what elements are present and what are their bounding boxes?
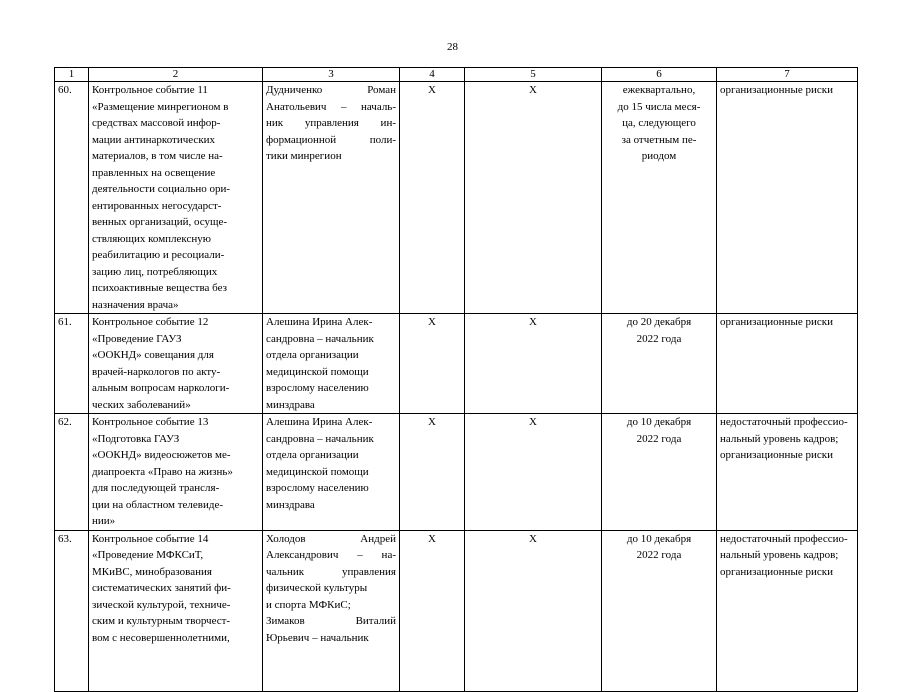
event-line: для последующей трансля-: [92, 482, 220, 494]
responsible-cell: [263, 414, 400, 531]
responsible-line: тики минрегион: [266, 150, 342, 162]
risks-line: нальный уровень кадров;: [720, 432, 839, 445]
risks-line: недостаточный профессио-: [720, 416, 848, 428]
responsible-cell: [263, 314, 400, 414]
header-cell: 7: [717, 68, 858, 82]
row-number-cell: 62.: [55, 414, 89, 531]
deadline-cell: [602, 530, 717, 691]
responsible-line: взрослому населению: [266, 382, 369, 394]
responsible-line: взрослому населению: [266, 482, 369, 494]
event-line: средствах массовой инфор-: [92, 117, 221, 129]
event-line: «Проведение МФКСиТ,: [92, 549, 204, 561]
header-cell: 6: [602, 68, 717, 82]
deadline-line: до 10 декабря: [626, 416, 692, 428]
responsible-line: и спорта МФКиС;: [266, 598, 351, 611]
event-line: венных организаций, осуще-: [92, 216, 228, 228]
header-cell: 3: [263, 68, 400, 82]
header-cell: 5: [465, 68, 602, 82]
event-line: Контрольное событие 11: [92, 84, 208, 96]
header-row: [55, 68, 858, 82]
table-row: [55, 414, 858, 531]
col4-mark-cell: Х: [400, 414, 465, 531]
event-line: вом с несовершеннолетними,: [92, 631, 230, 644]
event-line: альным вопросам наркологи-: [92, 382, 230, 394]
deadline-cell: [602, 314, 717, 414]
risks-line: недостаточный профессио-: [720, 532, 848, 545]
deadline-line: до 20 декабря: [626, 316, 692, 328]
event-line: МКиВС, минобразования: [92, 565, 212, 578]
event-line: ствляющих комплексную: [92, 232, 211, 245]
responsible-line: формационной поли-: [266, 133, 396, 146]
event-line: мации антинаркотических: [92, 133, 216, 146]
responsible-line: Зимаков Виталий: [266, 615, 396, 627]
event-line: «Проведение ГАУЗ: [92, 332, 182, 345]
col5-mark-cell: Х: [465, 314, 602, 414]
responsible-line: отдела организации: [266, 449, 359, 461]
event-line: ческих заболеваний»: [92, 398, 191, 411]
responsible-line: отдела организации: [266, 349, 359, 361]
responsible-line: минздрава: [266, 498, 315, 511]
responsible-line: Александрович – на-: [266, 549, 396, 561]
deadline-line: до 15 числа меся-: [617, 100, 701, 113]
row-number-cell: 61.: [55, 314, 89, 414]
deadline-line: до 10 декабря: [626, 532, 692, 545]
event-line: Контрольное событие 13: [92, 416, 209, 428]
deadline-line: ежеквартально,: [622, 84, 696, 96]
event-line: правленных на освещение: [92, 166, 216, 179]
event-line: систематических занятий фи-: [92, 582, 231, 594]
event-line: «Размещение минрегионом в: [92, 100, 229, 113]
responsible-line: Дудниченко Роман: [266, 84, 396, 96]
col4-mark-cell: Х: [400, 530, 465, 691]
risks-line: организационные риски: [720, 449, 833, 461]
event-line: нии»: [92, 515, 116, 527]
responsible-line: чальник управления: [266, 565, 396, 578]
event-cell: [89, 414, 263, 531]
table-row: [55, 530, 858, 691]
event-cell: [89, 530, 263, 691]
risks-cell: [717, 530, 858, 691]
event-line: Контрольное событие 12: [92, 316, 209, 328]
col5-mark-cell: Х: [465, 530, 602, 691]
deadline-line: 2022 года: [636, 432, 682, 445]
event-line: диапроекта «Право на жизнь»: [92, 465, 233, 478]
table-row: [55, 82, 858, 314]
header-cell: 4: [400, 68, 465, 82]
responsible-line: сандровна – начальник: [266, 332, 374, 345]
row-number-cell: 63.: [55, 530, 89, 691]
event-line: ским и культурным творчест-: [92, 615, 231, 627]
risks-cell: [717, 82, 858, 314]
responsible-line: медицинской помощи: [266, 365, 369, 378]
responsible-line: ник управления ин-: [266, 117, 396, 129]
responsible-line: Анатольевич – началь-: [266, 100, 396, 113]
row-number-cell: 60.: [55, 82, 89, 314]
responsible-line: Юрьевич – начальник: [266, 631, 369, 644]
responsible-line: минздрава: [266, 398, 315, 411]
deadline-cell: [602, 414, 717, 531]
risks-line: нальный уровень кадров;: [720, 549, 839, 561]
deadline-cell: [602, 82, 717, 314]
col4-mark-cell: Х: [400, 82, 465, 314]
responsible-line: Холодов Андрей: [266, 532, 396, 545]
table-row: [55, 314, 858, 414]
deadline-line: риодом: [641, 150, 677, 162]
col5-mark-cell: Х: [465, 82, 602, 314]
deadline-line: ца, следующего: [622, 117, 696, 129]
responsible-cell: [263, 530, 400, 691]
header-cell: 1: [55, 68, 89, 82]
risks-line: организационные риски: [720, 84, 833, 96]
event-line: «Подготовка ГАУЗ: [92, 432, 180, 445]
deadline-line: за отчетным пе-: [621, 133, 697, 146]
risks-cell: [717, 414, 858, 531]
event-line: зацию лиц, потребляющих: [92, 265, 218, 278]
event-cell: [89, 314, 263, 414]
event-line: Контрольное событие 14: [92, 532, 209, 545]
header-cell: 2: [89, 68, 263, 82]
measures-table: [54, 67, 858, 692]
event-line: ции на областном телевиде-: [92, 498, 223, 511]
event-line: деятельности социально ори-: [92, 183, 231, 195]
deadline-line: 2022 года: [636, 332, 682, 345]
risks-line: организационные риски: [720, 316, 833, 328]
risks-cell: [717, 314, 858, 414]
event-line: психоактивные вещества без: [92, 282, 227, 294]
event-line: назначения врача»: [92, 298, 179, 311]
deadline-line: 2022 года: [636, 549, 682, 561]
col4-mark-cell: Х: [400, 314, 465, 414]
event-cell: [89, 82, 263, 314]
responsible-line: медицинской помощи: [266, 465, 369, 478]
responsible-line: физической культуры: [266, 582, 368, 594]
event-line: врачей-наркологов по акту-: [92, 365, 221, 378]
event-line: «ООКНД» видеосюжетов ме-: [92, 449, 231, 461]
event-line: материалов, в том числе на-: [92, 150, 223, 162]
event-line: зической культурой, техниче-: [92, 598, 231, 611]
event-line: ентированных негосударст-: [92, 199, 222, 212]
responsible-cell: [263, 82, 400, 314]
responsible-line: Алешина Ирина Алек-: [266, 316, 373, 328]
event-line: реабилитацию и ресоциали-: [92, 249, 225, 261]
responsible-line: Алешина Ирина Алек-: [266, 416, 373, 428]
page-number: 28: [447, 41, 458, 53]
responsible-line: сандровна – начальник: [266, 432, 374, 445]
risks-line: организационные риски: [720, 565, 833, 578]
event-line: «ООКНД» совещания для: [92, 349, 214, 361]
col5-mark-cell: Х: [465, 414, 602, 531]
